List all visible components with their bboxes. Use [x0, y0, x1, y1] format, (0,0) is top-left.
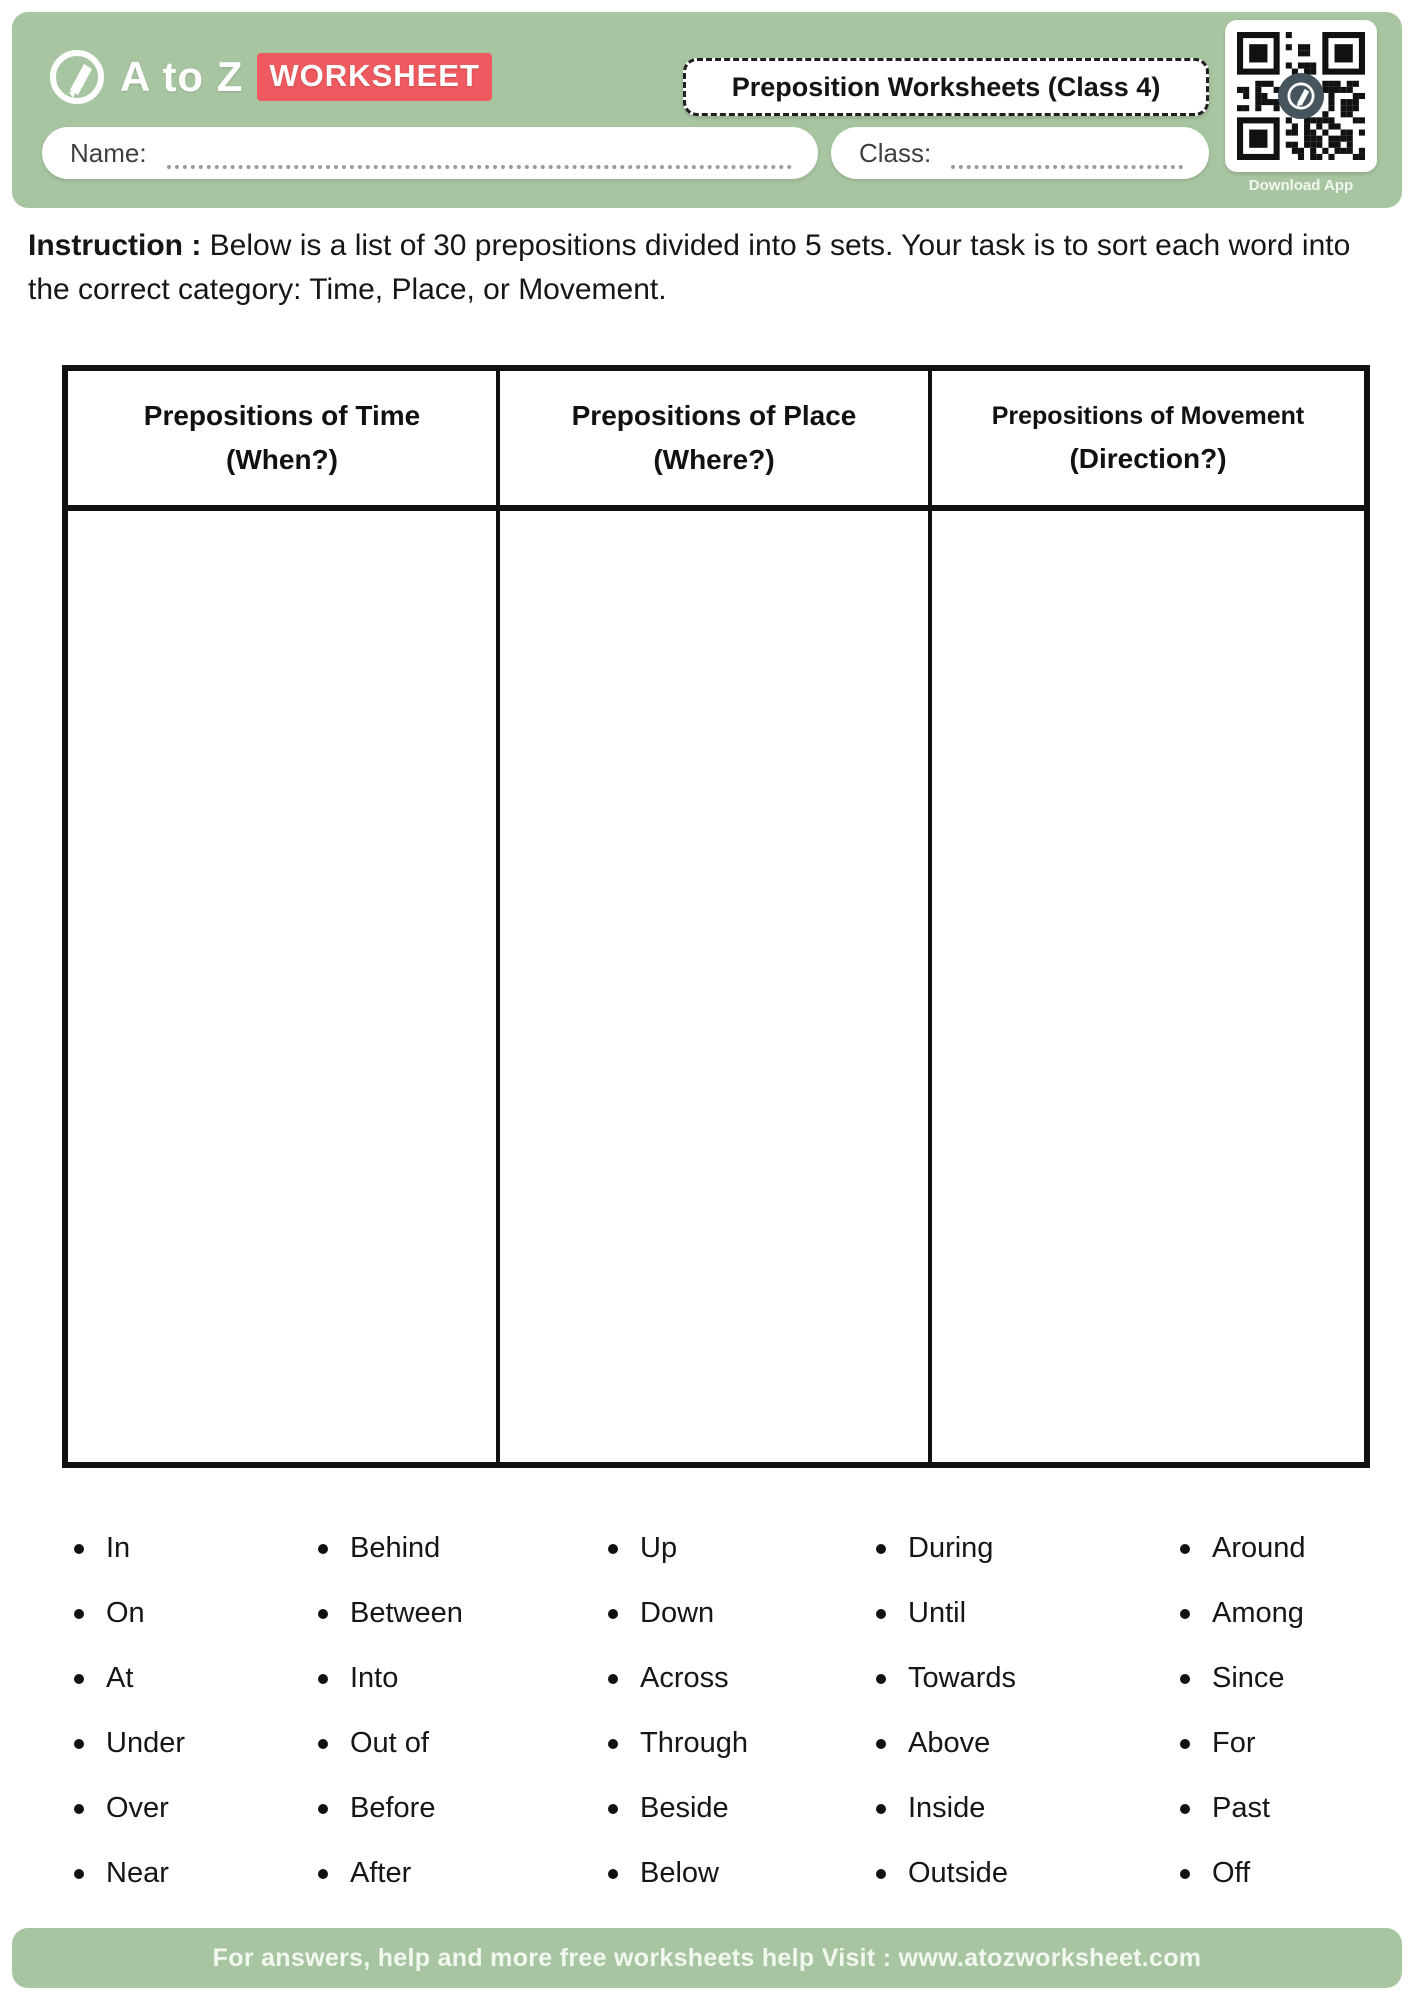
word-label: Around: [1212, 1532, 1306, 1564]
word-label: Above: [908, 1727, 991, 1759]
word-label: Up: [640, 1532, 678, 1564]
bullet-icon: [1180, 1609, 1190, 1619]
column-time-header: [68, 371, 496, 511]
word-item: [1180, 1776, 1306, 1841]
word-item: [318, 1581, 463, 1646]
word-set-3: [608, 1516, 748, 1906]
bullet-icon: [608, 1869, 618, 1879]
word-label: During: [908, 1532, 994, 1564]
bullet-icon: [318, 1544, 328, 1554]
bullet-icon: [876, 1674, 886, 1684]
word-label: Off: [1212, 1857, 1251, 1889]
word-item: [876, 1516, 1016, 1581]
word-item: [876, 1711, 1016, 1776]
word-item: [876, 1841, 1016, 1906]
atoz-logo-icon: [48, 48, 106, 106]
header-banner: [12, 12, 1402, 208]
word-item: [1180, 1516, 1306, 1581]
word-set-1: [74, 1516, 185, 1906]
word-item: [74, 1581, 185, 1646]
word-item: [318, 1841, 463, 1906]
bullet-icon: [1180, 1739, 1190, 1749]
bullet-icon: [318, 1609, 328, 1619]
bullet-icon: [74, 1544, 84, 1554]
column-place: [500, 371, 932, 1462]
column-subtitle: (When?): [226, 444, 338, 475]
word-item: [608, 1646, 748, 1711]
bullet-icon: [608, 1544, 618, 1554]
column-title: Prepositions of Movement: [991, 401, 1305, 430]
word-label: Below: [640, 1857, 719, 1889]
class-label: Class:: [859, 137, 932, 168]
word-label: For: [1212, 1727, 1256, 1759]
word-item: [74, 1776, 185, 1841]
word-item: [608, 1841, 748, 1906]
bullet-icon: [74, 1804, 84, 1814]
qr-code: [1225, 20, 1377, 172]
instruction-label: Instruction :: [28, 229, 202, 262]
bullet-icon: [318, 1804, 328, 1814]
word-label: Since: [1212, 1662, 1285, 1694]
word-label: Near: [106, 1857, 169, 1889]
word-label: On: [106, 1597, 145, 1629]
brand-logo: [48, 48, 492, 106]
bullet-icon: [74, 1739, 84, 1749]
bullet-icon: [1180, 1804, 1190, 1814]
footer-bar: [12, 1928, 1402, 1988]
page-title: Preposition Worksheets (Class 4): [731, 71, 1161, 102]
qr-caption: Download App: [1248, 177, 1354, 194]
bullet-icon: [608, 1609, 618, 1619]
column-movement-header: [932, 371, 1364, 511]
column-place-answer-area[interactable]: [500, 511, 928, 1462]
word-item: [318, 1516, 463, 1581]
class-field[interactable]: [831, 127, 1209, 179]
sorting-table: [62, 365, 1370, 1468]
word-item: [1180, 1581, 1306, 1646]
qr-download: [1225, 20, 1377, 194]
bullet-icon: [608, 1674, 618, 1684]
instruction-body: Below is a list of 30 prepositions divided into 5 sets. Your task is to sort each word into the correct category: Time, Place, or Movement.: [28, 229, 1351, 306]
word-label: In: [106, 1532, 131, 1564]
word-label: Towards: [908, 1662, 1016, 1694]
word-item: [318, 1776, 463, 1841]
name-label: Name:: [70, 137, 147, 168]
word-label: Between: [350, 1597, 463, 1629]
word-item: [876, 1646, 1016, 1711]
word-label: Until: [908, 1597, 967, 1629]
brand-badge: WORKSHEET: [257, 53, 492, 101]
bullet-icon: [74, 1674, 84, 1684]
word-item: [74, 1711, 185, 1776]
word-label: Into: [350, 1662, 399, 1694]
bullet-icon: [876, 1804, 886, 1814]
word-item: [318, 1711, 463, 1776]
bullet-icon: [876, 1869, 886, 1879]
bullet-icon: [74, 1609, 84, 1619]
column-movement: [932, 371, 1364, 1462]
word-item: [1180, 1711, 1306, 1776]
class-input-line[interactable]: [951, 135, 1183, 169]
atoz-logo-icon: [1285, 80, 1317, 112]
word-item: [608, 1581, 748, 1646]
bullet-icon: [608, 1804, 618, 1814]
word-label: Before: [350, 1792, 436, 1824]
word-item: [608, 1516, 748, 1581]
bullet-icon: [876, 1544, 886, 1554]
word-item: [608, 1711, 748, 1776]
name-input-line[interactable]: [167, 135, 792, 169]
word-label: After: [350, 1857, 412, 1889]
bullet-icon: [1180, 1544, 1190, 1554]
word-set-5: [1180, 1516, 1306, 1906]
column-time-answer-area[interactable]: [68, 511, 496, 1462]
bullet-icon: [876, 1609, 886, 1619]
word-set-2: [318, 1516, 463, 1906]
bullet-icon: [876, 1739, 886, 1749]
bullet-icon: [1180, 1674, 1190, 1684]
bullet-icon: [318, 1869, 328, 1879]
column-time: [68, 371, 500, 1462]
column-movement-answer-area[interactable]: [932, 511, 1364, 1462]
footer-text: For answers, help and more free worksheets help Visit : www.atozworksheet.com: [212, 1943, 1202, 1972]
bullet-icon: [318, 1674, 328, 1684]
column-title: Prepositions of Place: [571, 400, 857, 431]
bullet-icon: [74, 1869, 84, 1879]
word-label: Out of: [350, 1727, 429, 1759]
word-item: [74, 1646, 185, 1711]
word-item: [876, 1581, 1016, 1646]
column-subtitle: (Where?): [653, 444, 775, 475]
word-item: [1180, 1646, 1306, 1711]
word-label: Outside: [908, 1857, 1008, 1889]
name-field[interactable]: [42, 127, 818, 179]
word-label: Under: [106, 1727, 185, 1759]
brand-name: A to Z: [120, 53, 244, 100]
instruction-text: [28, 224, 1358, 312]
word-label: Inside: [908, 1792, 986, 1824]
bullet-icon: [608, 1739, 618, 1749]
word-item: [74, 1516, 185, 1581]
word-item: [876, 1776, 1016, 1841]
word-bank: [0, 1516, 1414, 1916]
qr-center-logo: [1278, 73, 1324, 119]
word-label: Across: [640, 1662, 729, 1694]
column-subtitle: (Direction?): [1069, 442, 1227, 474]
word-label: Over: [106, 1792, 169, 1824]
word-label: Past: [1212, 1792, 1271, 1824]
word-label: Beside: [640, 1792, 729, 1824]
word-item: [74, 1841, 185, 1906]
word-item: [1180, 1841, 1306, 1906]
bullet-icon: [318, 1739, 328, 1749]
bullet-icon: [1180, 1869, 1190, 1879]
word-label: Through: [640, 1727, 749, 1759]
worksheet-title-box: [683, 58, 1209, 116]
word-label: Among: [1212, 1597, 1304, 1629]
word-label: Behind: [350, 1532, 441, 1564]
word-item: [318, 1646, 463, 1711]
word-label: Down: [640, 1597, 715, 1629]
word-set-4: [876, 1516, 1016, 1906]
column-place-header: [500, 371, 928, 511]
word-item: [608, 1776, 748, 1841]
word-label: At: [106, 1662, 134, 1694]
column-title: Prepositions of Time: [143, 400, 421, 431]
